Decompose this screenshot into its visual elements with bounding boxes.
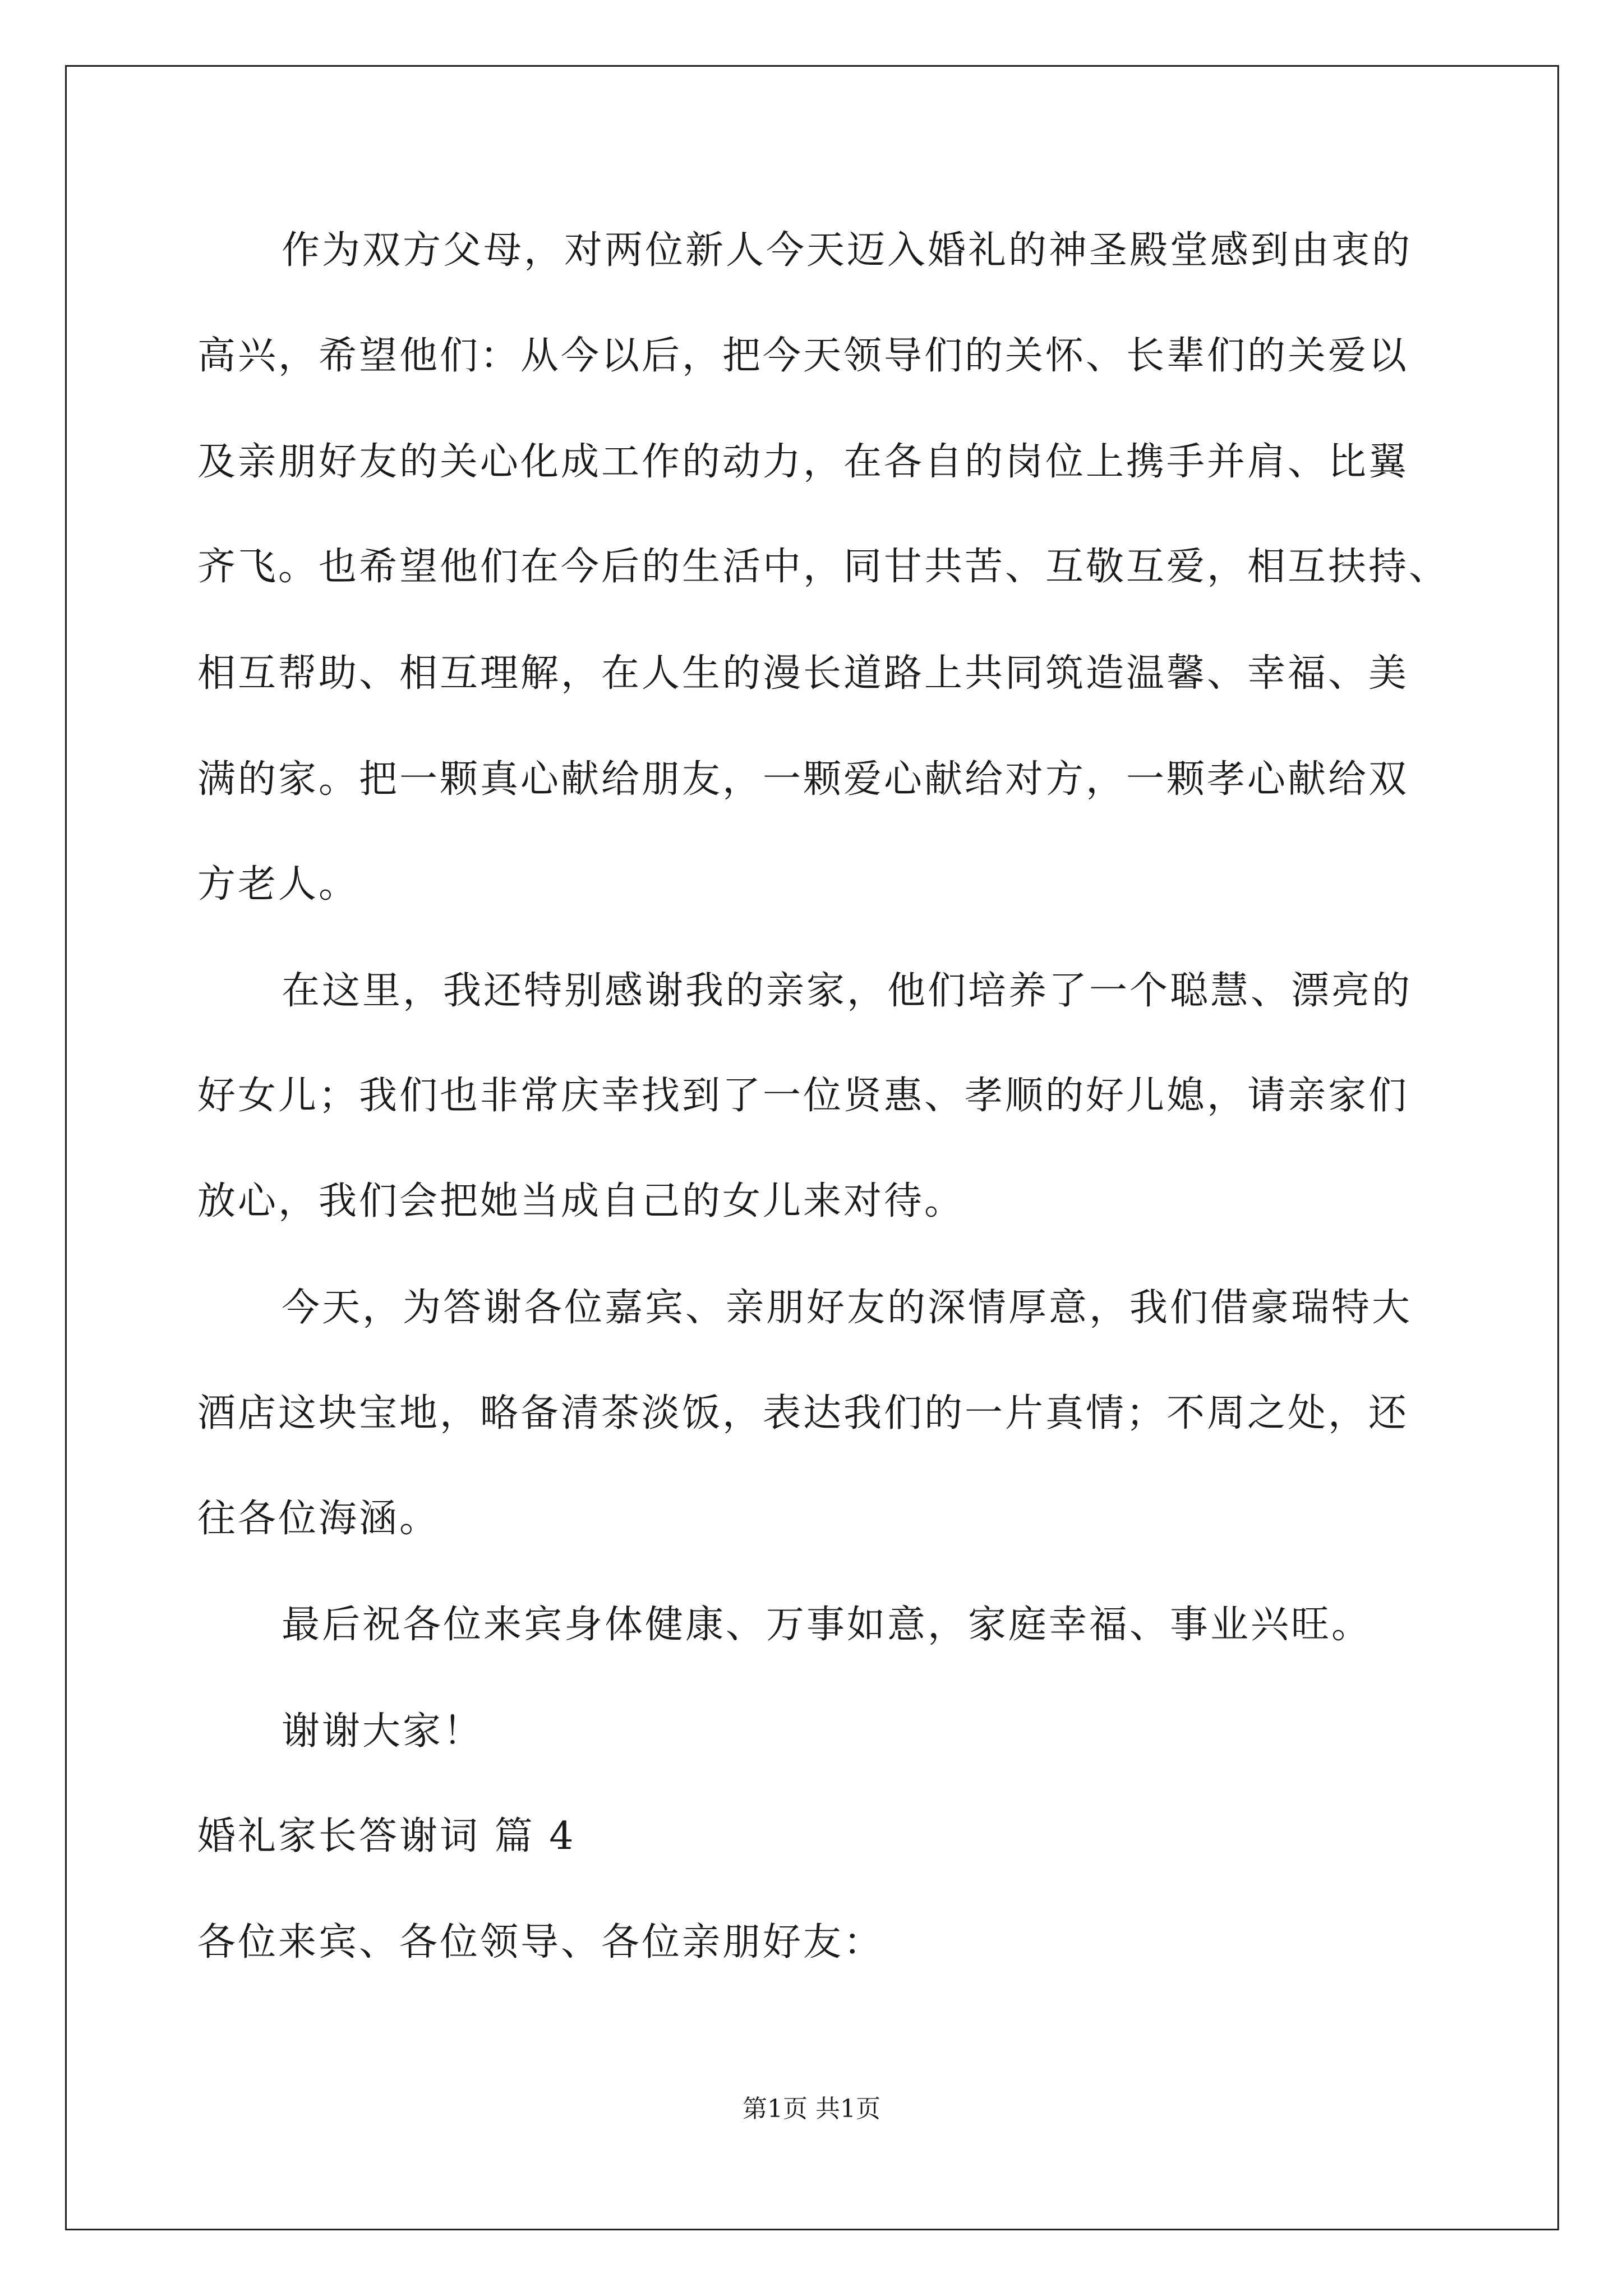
paragraph-line: 作为双方父母，对两位新人今天迈入婚礼的神圣殿堂感到由衷的 <box>282 228 1413 273</box>
page-border <box>65 65 1559 2230</box>
paragraph-line: 酒店这块宝地，略备清茶淡饭，表达我们的一片真情；不周之处，还 <box>197 1391 1409 1435</box>
paragraph-line: 满的家。把一颗真心献给朋友，一颗爱心献给对方，一颗孝心献给双 <box>197 757 1409 802</box>
paragraph-line: 往各位海涵。 <box>197 1497 440 1541</box>
paragraph-line: 最后祝各位来宾身体健康、万事如意，家庭幸福、事业兴旺。 <box>282 1603 1372 1647</box>
paragraph-line: 方老人。 <box>197 862 359 907</box>
paragraph-line: 相互帮助、相互理解，在人生的漫长道路上共同筑造温馨、幸福、美 <box>197 651 1409 696</box>
paragraph-line: 谢谢大家！ <box>282 1709 484 1754</box>
page-number-footer: 第1页 共1页 <box>743 2095 880 2123</box>
salutation-line: 各位来宾、各位领导、各位亲朋好友： <box>197 1920 884 1964</box>
paragraph-line: 齐飞。也希望他们在今后的生活中，同甘共苦、互敬互爱，相互扶持、 <box>197 545 1450 589</box>
paragraph-line: 及亲朋好友的关心化成工作的动力，在各自的岗位上携手并肩、比翼 <box>197 440 1409 484</box>
paragraph-line: 今天，为答谢各位嘉宾、亲朋好友的深情厚意，我们借豪瑞特大 <box>282 1286 1413 1330</box>
paragraph-line: 放心，我们会把她当成自己的女儿来对待。 <box>197 1179 965 1223</box>
section-heading: 婚礼家长答谢词 篇 4 <box>197 1814 576 1858</box>
paragraph-line: 在这里，我还特别感谢我的亲家，他们培养了一个聪慧、漂亮的 <box>282 969 1413 1013</box>
paragraph-line: 好女儿；我们也非常庆幸找到了一位贤惠、孝顺的好儿媳，请亲家们 <box>197 1074 1409 1118</box>
paragraph-line: 高兴，希望他们：从今以后，把今天领导们的关怀、长辈们的关爱以 <box>197 334 1409 378</box>
